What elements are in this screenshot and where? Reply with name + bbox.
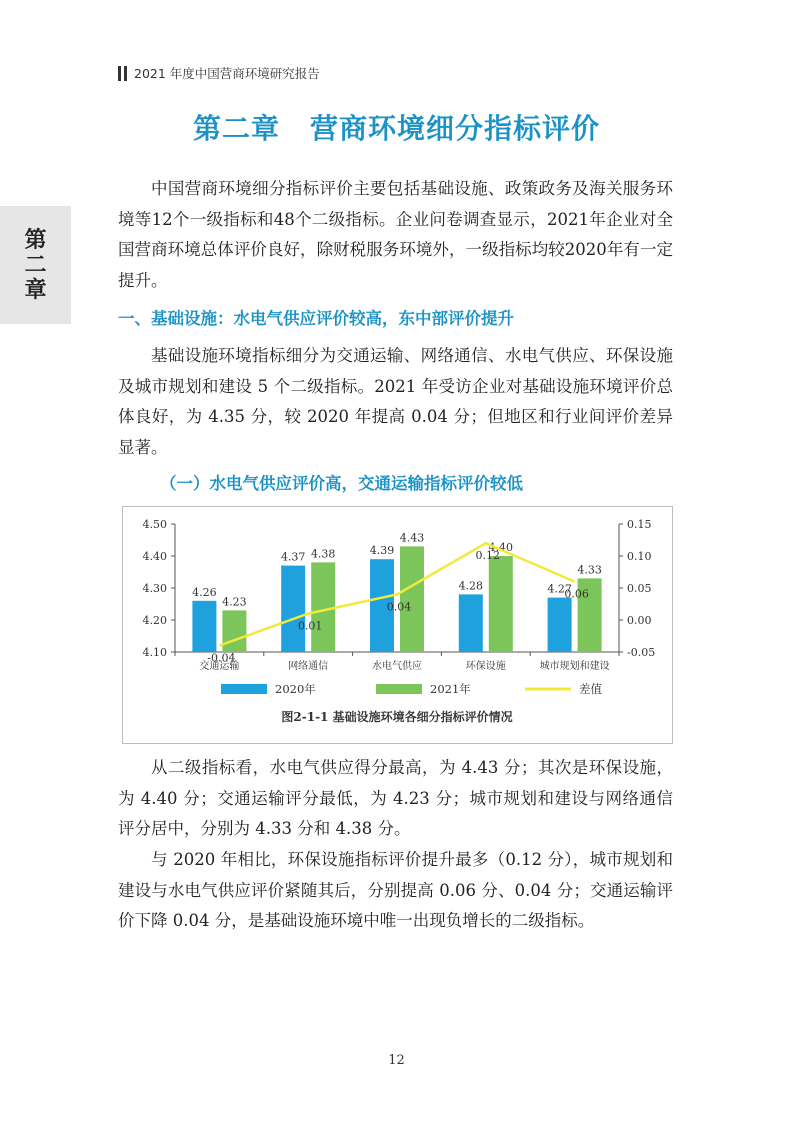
chapter-title xyxy=(0,107,793,147)
bar-2020 xyxy=(281,566,305,652)
category-label: 环保设施 xyxy=(465,661,506,672)
bar-value-label: 4.27 xyxy=(547,582,572,596)
bar-value-label: 4.37 xyxy=(280,550,306,564)
legend-label: 差值 xyxy=(579,682,602,696)
bar-2021 xyxy=(222,610,246,652)
legend-label: 2020年 xyxy=(275,682,316,696)
right-axis-tick-label: 0.05 xyxy=(627,582,652,595)
side-tab-label: 第二章 xyxy=(24,227,47,303)
header-title: 2021 年度中国营商环境研究报告 xyxy=(134,66,320,81)
left-axis-tick-label: 4.30 xyxy=(142,582,167,595)
left-axis-tick-label: 4.50 xyxy=(142,518,167,531)
bar-value-label: 4.39 xyxy=(369,544,395,558)
difference-value-label: 0.12 xyxy=(475,549,501,563)
section-paragraph: 基础设施环境指标细分为交通运输、网络通信、水电气供应、环保设施及城市规划和建设 5 个二级指标。2021 年受访企业对基础设施环境评价总体良好，为 4.35 分，较 2020 年提高 0.04 分；但地区和行业间评价差异显著。 xyxy=(118,346,673,457)
analysis-paragraph-2: 与 2020 年相比，环保设施指标评价提升最多（0.12 分），城市规划和建设与水电气供应评价紧随其后，分别提高 0.06 分、0.04 分；交通运输评价下降 0.04 分，是基础设施环境中唯一出现负增长的二级指标。 xyxy=(118,850,673,930)
difference-value-label: 0.06 xyxy=(564,587,589,601)
legend-label: 2021年 xyxy=(430,682,471,696)
bar-value-label: 4.33 xyxy=(577,563,602,577)
difference-value-label: 0.04 xyxy=(386,600,412,614)
chapter-side-tab xyxy=(0,206,71,324)
bar-2020 xyxy=(459,594,483,652)
chapter-name: 营商环境细分指标评价 xyxy=(310,112,601,145)
running-header xyxy=(118,64,320,82)
sub-heading: （一）水电气供应评价高，交通运输指标评价较低 xyxy=(160,474,523,493)
bar-2021 xyxy=(400,546,424,652)
difference-value-label: -0.04 xyxy=(207,651,236,665)
bar-value-label: 4.23 xyxy=(222,595,247,609)
bar-2020 xyxy=(548,598,572,652)
category-label: 城市规划和建设 xyxy=(539,661,610,672)
bar-value-label: 4.40 xyxy=(488,541,514,554)
bar-value-label: 4.26 xyxy=(192,585,217,599)
right-axis-tick-label: 0.10 xyxy=(627,550,652,563)
chapter-number: 第二章 xyxy=(192,112,280,145)
bar-2021 xyxy=(489,556,513,652)
category-label: 网络通信 xyxy=(288,661,329,672)
right-axis-tick-label: -0.05 xyxy=(627,646,656,659)
intro-paragraph: 中国营商环境细分指标评价主要包括基础设施、政策政务及海关服务环境等12个一级指标和48个二级指标。企业问卷调查显示，2021年企业对全国营商环境总体评价良好，除财税服务环境外，一级指标均较2020年有一定提升。 xyxy=(118,179,673,290)
category-label: 交通运输 xyxy=(199,661,240,672)
legend-swatch xyxy=(376,684,422,694)
page-number: 12 xyxy=(388,1053,405,1068)
right-axis-tick-label: 0.15 xyxy=(627,518,652,531)
bar-value-label: 4.43 xyxy=(399,531,425,545)
left-axis-tick-label: 4.20 xyxy=(142,614,167,627)
section-heading: 一、基础设施：水电气供应评价较高，东中部评价提升 xyxy=(118,309,514,328)
difference-value-label: 0.01 xyxy=(297,619,323,633)
left-axis-tick-label: 4.40 xyxy=(142,550,167,563)
bar-2020 xyxy=(192,601,216,652)
analysis-paragraph-1: 从二级指标看，水电气供应得分最高，为 4.43 分；其次是环保设施，为 4.40 分；交通运输评分最低，为 4.23 分；城市规划和建设与网络通信评分居中，分别为 4.33 分和 4.38 分。 xyxy=(118,758,673,838)
chart-canvas xyxy=(123,507,672,743)
chart-caption: 图2-1-1 基础设施环境各细分指标评价情况 xyxy=(281,710,513,724)
right-axis-tick-label: 0.00 xyxy=(627,614,652,627)
bar-value-label: 4.38 xyxy=(310,547,336,561)
left-axis-tick-label: 4.10 xyxy=(142,646,167,659)
category-label: 水电气供应 xyxy=(372,661,422,672)
legend-swatch xyxy=(221,684,267,694)
header-bar-icon xyxy=(124,66,127,81)
bar-value-label: 4.28 xyxy=(458,579,484,593)
difference-line xyxy=(219,543,574,645)
header-bar-icon xyxy=(118,66,121,81)
chart-figure xyxy=(122,506,673,744)
bar-2021 xyxy=(311,562,335,652)
